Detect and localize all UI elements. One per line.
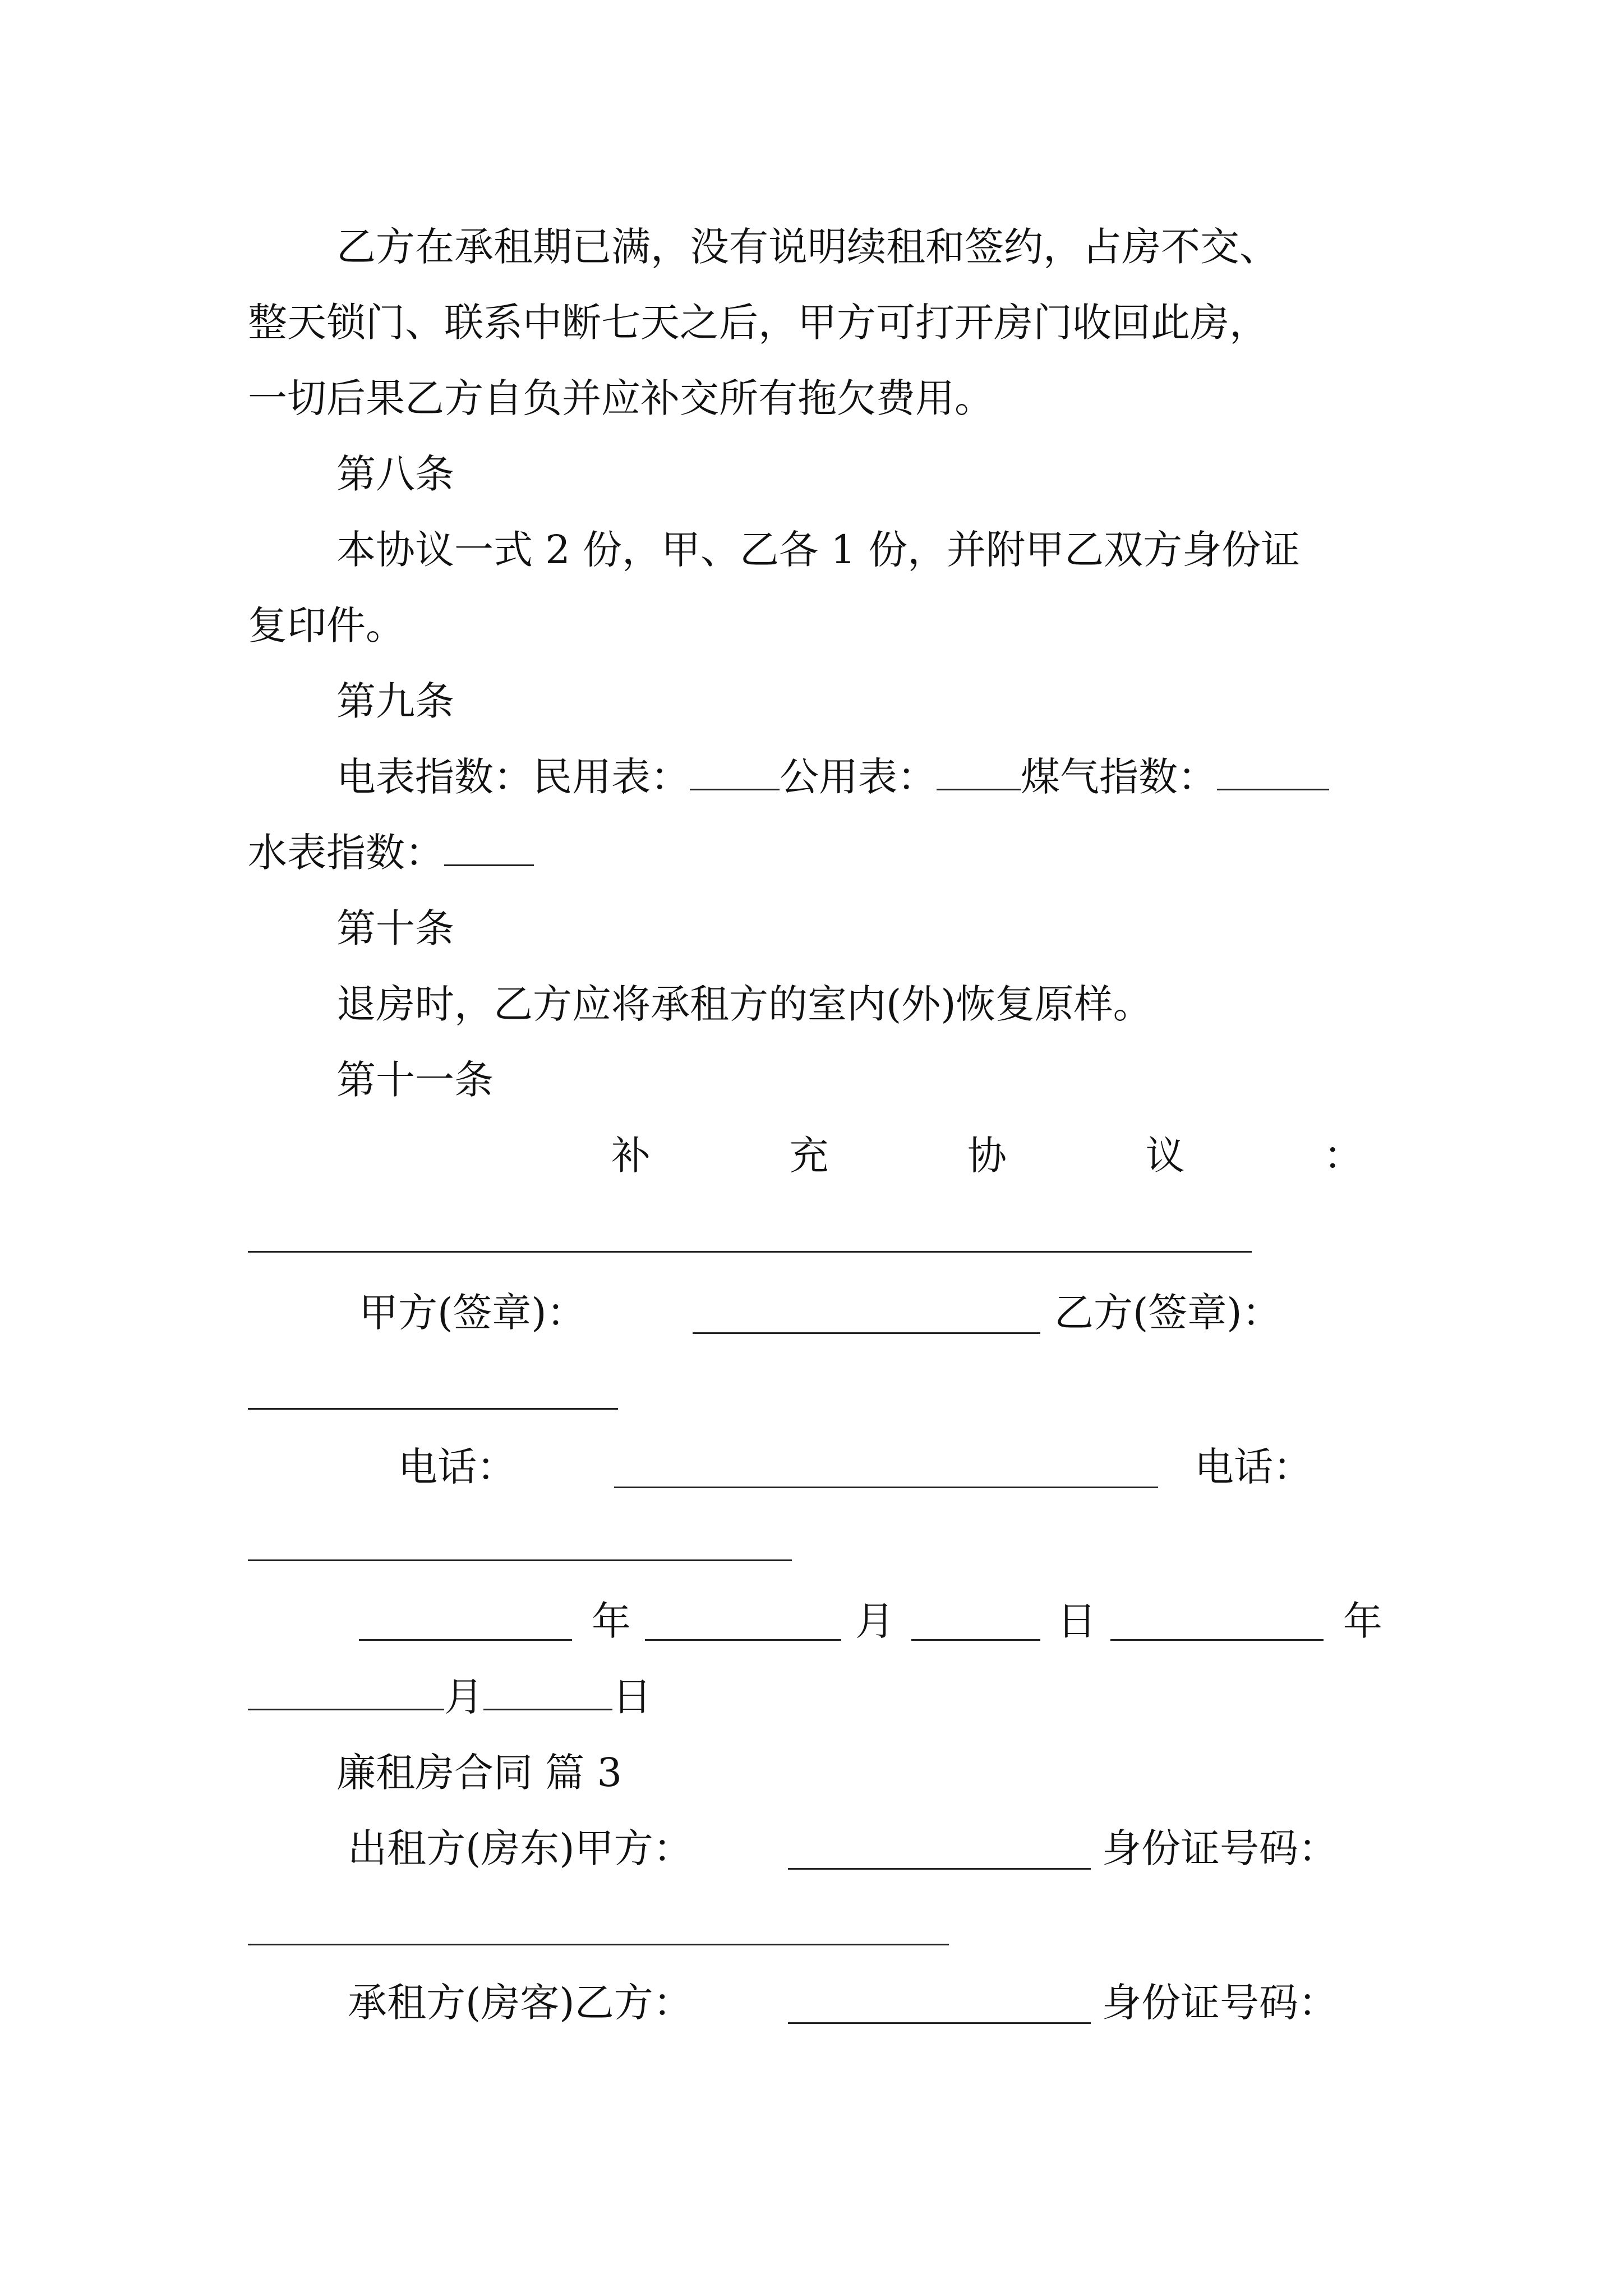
meter-gas-label: 煤气指数：: [1021, 754, 1217, 800]
meter-line: [336, 754, 1329, 800]
party-b-sign-label: 乙方(签章)：: [1054, 1290, 1281, 1336]
party-b-month-label: 月: [444, 1674, 483, 1720]
clause10-text: 退房时，乙方应将承租方的室内(外)恢复原样。: [336, 981, 1152, 1027]
party-b-year-blank[interactable]: [1110, 1639, 1324, 1641]
meter-public-label: 公用表：: [780, 754, 937, 800]
clause8-heading: 第八条: [336, 451, 454, 497]
meter-water-blank[interactable]: [444, 864, 534, 866]
supplement-char-4: 议: [1145, 1133, 1185, 1179]
clause7-line2: 整天锁门、联系中断七天之后，甲方可打开房门收回此房，: [248, 300, 1269, 346]
meter-elec-label: 电表指数：民用表：: [336, 754, 690, 800]
party-a-phone-blank[interactable]: [614, 1487, 1158, 1488]
meter-water-label: 水表指数：: [248, 830, 444, 876]
contract3-title: 廉租房合同 篇 3: [336, 1750, 623, 1796]
party-b-phone-label: 电话：: [1195, 1444, 1312, 1490]
party-b-day-blank[interactable]: [483, 1708, 612, 1710]
party-a-month-blank[interactable]: [645, 1639, 841, 1641]
supplement-char-2: 充: [789, 1133, 829, 1179]
party-b-date-line: [248, 1674, 652, 1720]
supplement-char-1: 补: [611, 1133, 651, 1179]
supplement-char-5: ：: [1324, 1133, 1363, 1179]
lessee-id-label: 身份证号码：: [1102, 1980, 1338, 2026]
party-b-year-label: 年: [1343, 1598, 1382, 1644]
lessee-label: 承租方(房客)乙方：: [348, 1980, 693, 2026]
lessor-name-blank[interactable]: [788, 1868, 1091, 1870]
clause8-line1: 本协议一式 2 份，甲、乙各 1 份，并附甲乙双方身份证: [336, 527, 1301, 573]
clause7-line3: 一切后果乙方自负并应补交所有拖欠费用。: [248, 375, 994, 421]
clause7-line1: 乙方在承租期已满，没有说明续租和签约，占房不交、: [336, 224, 1279, 270]
clause10-heading: 第十条: [336, 905, 454, 951]
water-meter-line: [248, 830, 534, 876]
party-a-day-label: 日: [1057, 1598, 1096, 1644]
party-a-sign-label: 甲方(签章)：: [359, 1290, 586, 1336]
lessor-label: 出租方(房东)甲方：: [348, 1825, 693, 1871]
lessee-name-blank[interactable]: [788, 2022, 1091, 2024]
party-b-month-blank[interactable]: [248, 1708, 444, 1710]
clause11-heading: 第十一条: [336, 1057, 494, 1103]
clause8-line2: 复印件。: [248, 602, 405, 648]
lessor-id-label: 身份证号码：: [1102, 1825, 1338, 1871]
party-b-day-label: 日: [612, 1674, 652, 1720]
party-a-sign-blank[interactable]: [693, 1332, 1040, 1334]
party-a-month-label: 月: [855, 1598, 895, 1644]
lessor-id-blank[interactable]: [248, 1944, 949, 1945]
party-a-year-blank[interactable]: [359, 1639, 572, 1641]
party-a-year-label: 年: [592, 1598, 631, 1644]
party-b-sign-blank[interactable]: [248, 1408, 618, 1410]
party-a-day-blank[interactable]: [911, 1639, 1040, 1641]
supplement-blank-line[interactable]: [248, 1251, 1252, 1253]
supplement-char-3: 协: [967, 1133, 1007, 1179]
party-b-phone-blank[interactable]: [248, 1559, 792, 1561]
meter-public-blank[interactable]: [937, 788, 1021, 790]
party-a-phone-label: 电话：: [398, 1444, 516, 1490]
supplement-agreement-label: [611, 1133, 1363, 1179]
meter-gas-blank[interactable]: [1217, 788, 1329, 790]
clause9-heading: 第九条: [336, 678, 454, 724]
meter-elec-blank[interactable]: [690, 788, 780, 790]
